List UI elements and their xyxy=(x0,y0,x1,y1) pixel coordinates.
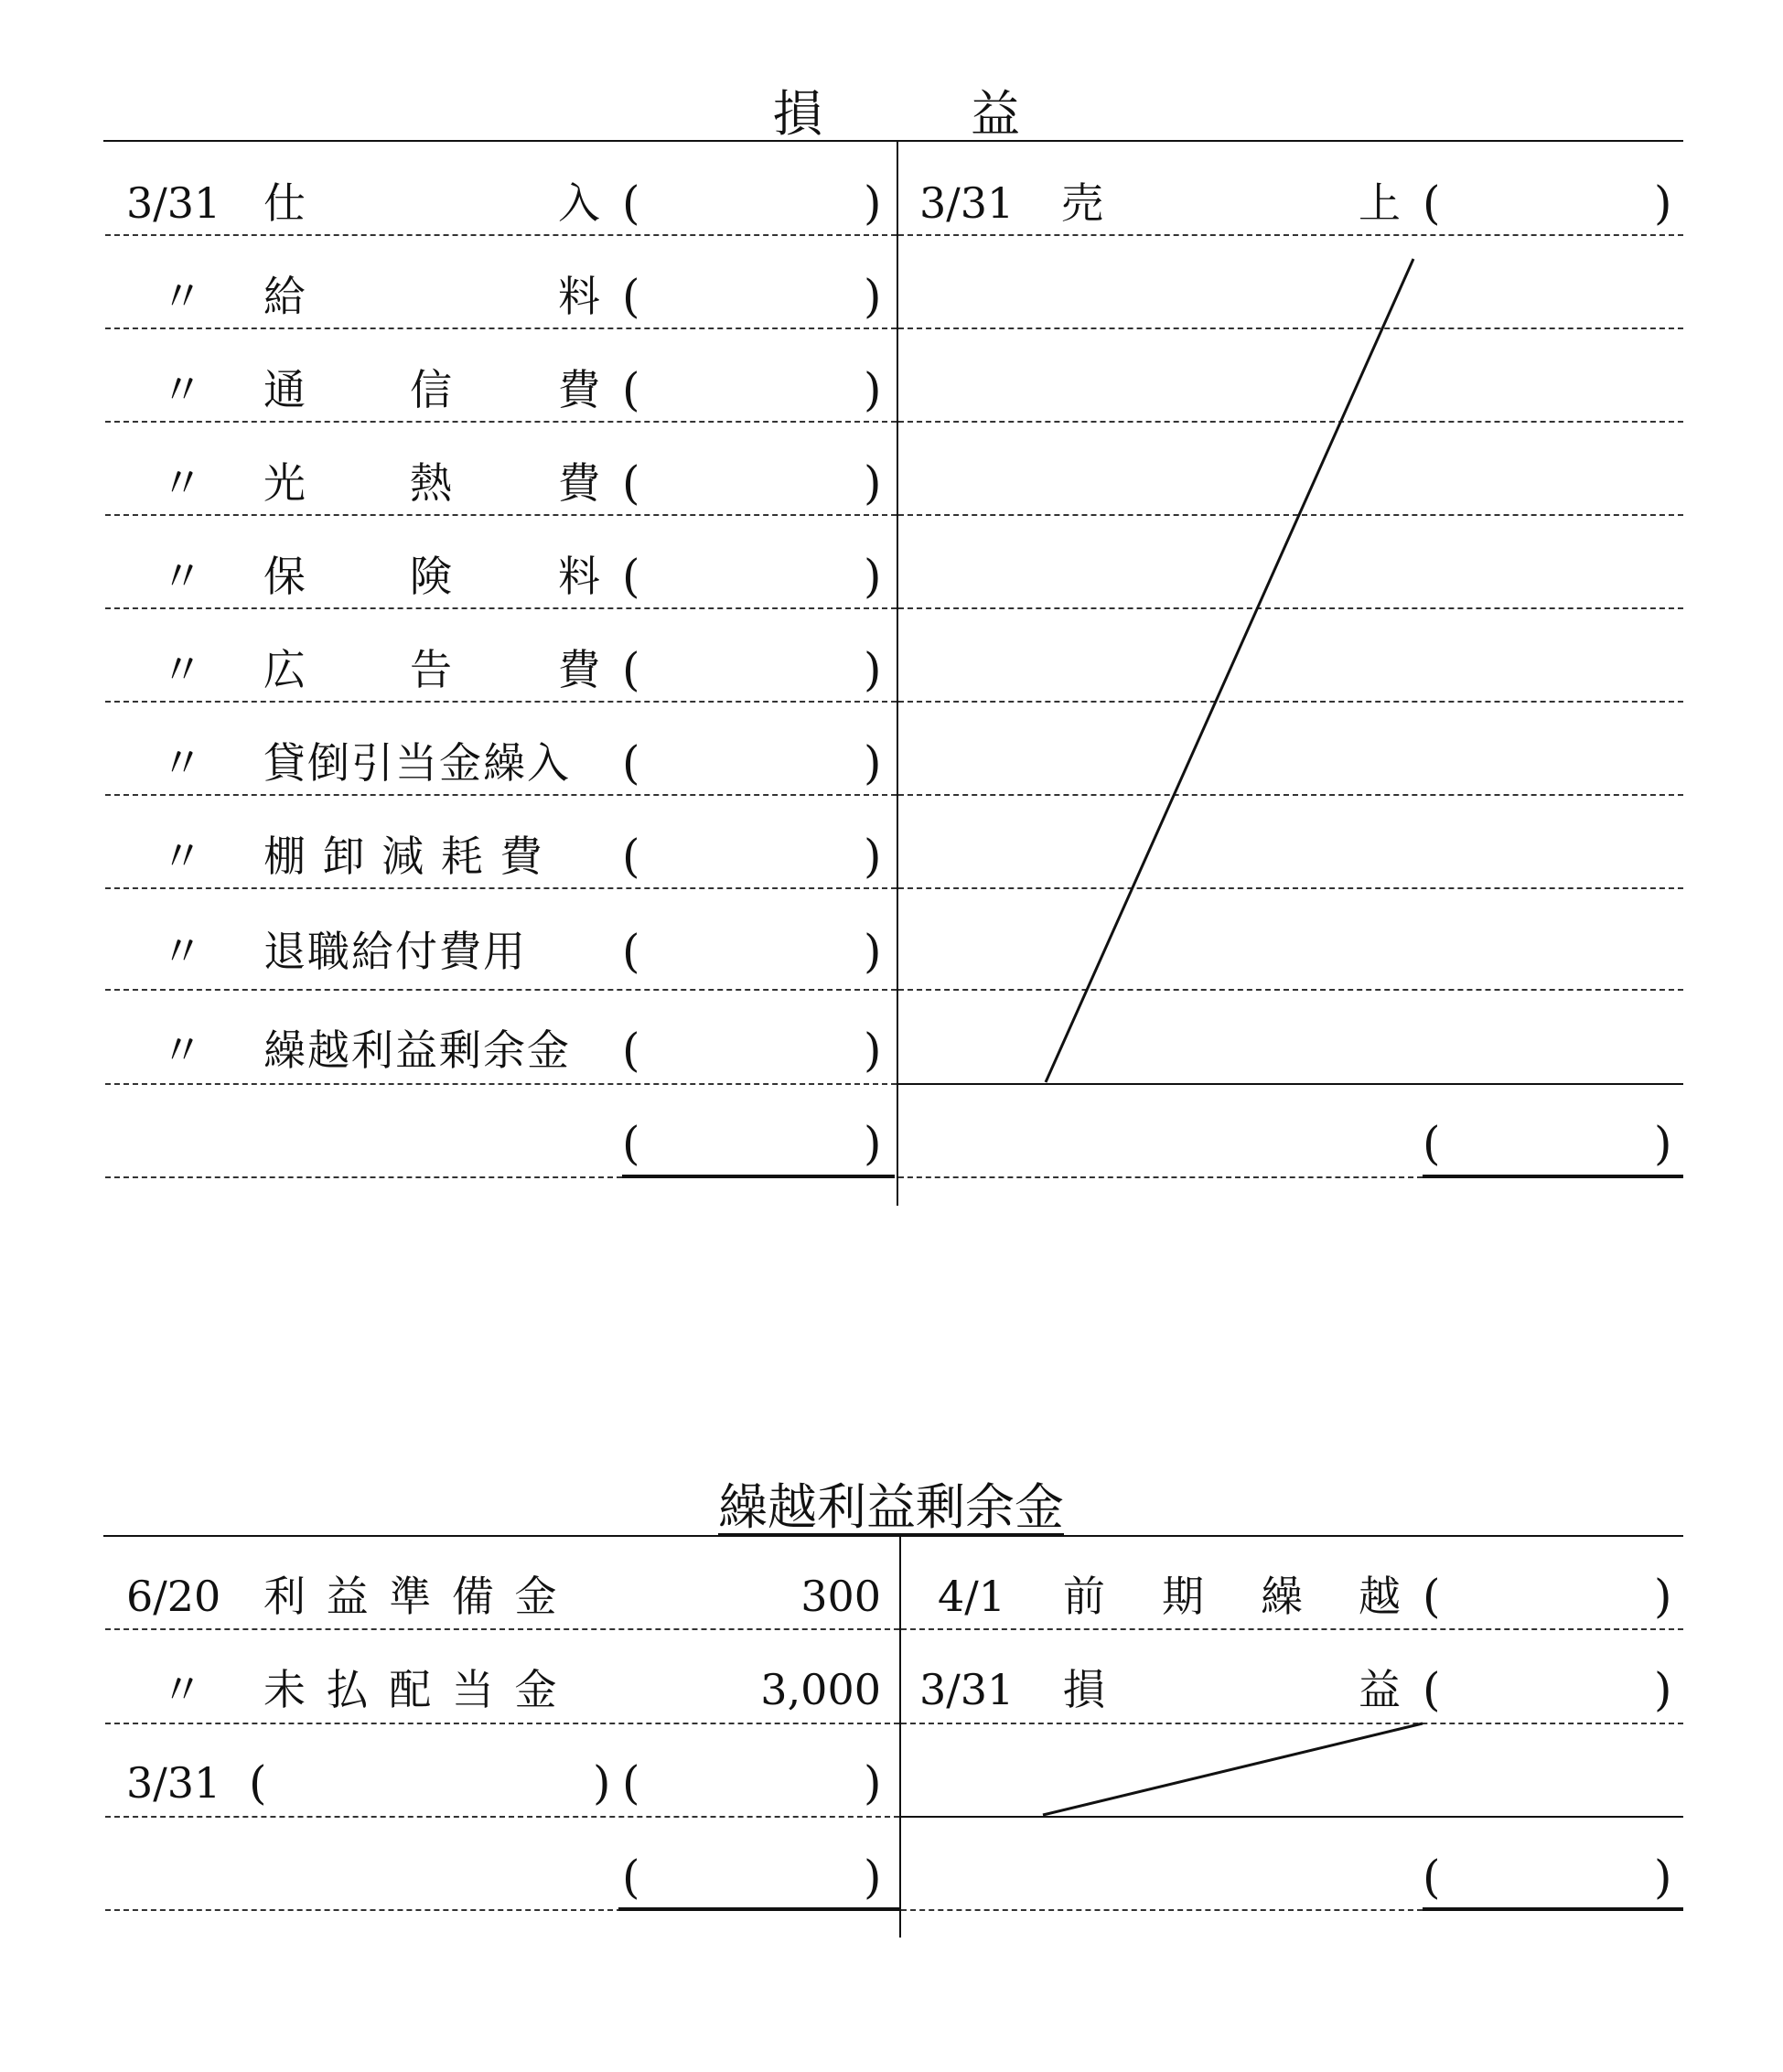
pl-debit-amount-open-paren: ( xyxy=(622,550,640,603)
pl-debit-amount-open-paren: ( xyxy=(622,830,640,883)
pl-credit-item-a: 売 xyxy=(1061,178,1103,228)
pl-debit-item-a: 仕 xyxy=(263,178,306,228)
pl-credit-item-c: 上 xyxy=(1359,178,1401,228)
re-credit-slash-stroke xyxy=(1043,1723,1423,1815)
pl-debit-date: 〃 xyxy=(161,552,203,601)
re-credit-item-c: 益 xyxy=(1359,1665,1401,1714)
pl-debit-amount-open-paren: ( xyxy=(622,177,640,230)
pl-debit-item-c: 費 xyxy=(558,458,600,508)
re-credit-item-d: 越 xyxy=(1359,1572,1401,1621)
pl-credit-amount-open-paren: ( xyxy=(1423,177,1441,230)
pl-debit-amount-close-paren: ) xyxy=(864,1024,882,1077)
pl-debit-item-a: 保 xyxy=(263,552,306,601)
re-debit-amount: 3,000 xyxy=(760,1665,881,1714)
pl-debit-item: 繰越利益剰余金 xyxy=(263,1025,571,1075)
pl-debit-item-a: 広 xyxy=(263,645,306,694)
pl-debit-item-c: 入 xyxy=(558,178,600,228)
pl-debit-date: 〃 xyxy=(161,458,203,508)
pl-debit-item-c: 料 xyxy=(558,552,600,601)
pl-debit-date: 〃 xyxy=(161,1025,203,1075)
pl-debit-item-a: 給 xyxy=(263,272,306,321)
re-debit-account-open-paren: ( xyxy=(249,1756,267,1809)
pl-debit-item-c: 費 xyxy=(558,645,600,694)
re-debit-date: 〃 xyxy=(161,1665,203,1714)
pl-credit-total-close-paren: ) xyxy=(1654,1117,1672,1170)
re-debit-amount-close-paren: ) xyxy=(864,1756,882,1809)
re-debit-item: 利 益 準 備 金 xyxy=(263,1572,561,1621)
re-debit-account-close-paren: ) xyxy=(593,1756,611,1809)
pl-debit-amount-close-paren: ) xyxy=(864,643,882,696)
re-credit-amount-close-paren: ) xyxy=(1654,1663,1672,1716)
pl-debit-item-b: 熱 xyxy=(410,458,452,508)
re-credit-item-c: 繰 xyxy=(1261,1572,1303,1621)
pl-debit-amount-open-paren: ( xyxy=(622,1024,640,1077)
re-debit-amount-open-paren: ( xyxy=(622,1756,640,1809)
pl-debit-amount-close-paren: ) xyxy=(864,177,882,230)
pl-debit-date: 〃 xyxy=(161,832,203,881)
pl-credit-total-open-paren: ( xyxy=(1423,1117,1441,1170)
re-debit-date: 6/20 xyxy=(126,1572,221,1621)
pl-debit-item-b: 信 xyxy=(410,365,452,414)
pl-debit-item-c: 料 xyxy=(558,272,600,321)
pl-debit-amount-close-paren: ) xyxy=(864,830,882,883)
pl-debit-amount-close-paren: ) xyxy=(864,456,882,510)
pl-debit-item: 貸倒引当金繰入 xyxy=(263,738,571,788)
re-debit-amount: 300 xyxy=(800,1572,881,1621)
pl-debit-item-b: 険 xyxy=(410,552,452,601)
pl-debit-item: 退職給付費用 xyxy=(263,927,527,976)
pl-debit-amount-open-paren: ( xyxy=(622,925,640,978)
pl-debit-item-a: 光 xyxy=(263,458,306,508)
re-title: 繰越利益剰余金 xyxy=(718,1478,1064,1536)
pl-debit-amount-close-paren: ) xyxy=(864,363,882,416)
pl-debit-date: 〃 xyxy=(161,738,203,788)
pl-debit-date: 〃 xyxy=(161,272,203,321)
pl-debit-amount-open-paren: ( xyxy=(622,456,640,510)
re-credit-total-close-paren: ) xyxy=(1654,1851,1672,1904)
re-credit-total-open-paren: ( xyxy=(1423,1851,1441,1904)
re-credit-date: 3/31 xyxy=(919,1665,1015,1714)
pl-debit-item: 棚 卸 減 耗 費 xyxy=(263,832,544,881)
re-debit-date: 3/31 xyxy=(126,1758,221,1808)
pl-debit-amount-open-paren: ( xyxy=(622,643,640,696)
re-credit-amount-open-paren: ( xyxy=(1423,1570,1441,1623)
pl-debit-amount-close-paren: ) xyxy=(864,550,882,603)
pl-debit-date: 3/31 xyxy=(126,178,221,228)
re-credit-item-a: 損 xyxy=(1063,1665,1105,1714)
re-debit-item: 未 払 配 当 金 xyxy=(263,1665,561,1714)
pl-debit-amount-close-paren: ) xyxy=(864,736,882,789)
pl-debit-amount-open-paren: ( xyxy=(622,736,640,789)
pl-debit-date: 〃 xyxy=(161,645,203,694)
pl-credit-date: 3/31 xyxy=(919,178,1015,228)
pl-debit-amount-open-paren: ( xyxy=(622,363,640,416)
pl-title: 損 益 xyxy=(773,85,1020,143)
re-credit-item-a: 前 xyxy=(1063,1572,1105,1621)
re-credit-amount-open-paren: ( xyxy=(1423,1663,1441,1716)
pl-debit-amount-close-paren: ) xyxy=(864,925,882,978)
pl-debit-item-c: 費 xyxy=(558,365,600,414)
pl-debit-date: 〃 xyxy=(161,927,203,976)
re-debit-total-close-paren: ) xyxy=(864,1851,882,1904)
re-debit-total-open-paren: ( xyxy=(622,1851,640,1904)
pl-credit-amount-close-paren: ) xyxy=(1654,177,1672,230)
pl-debit-amount-open-paren: ( xyxy=(622,270,640,323)
re-credit-date: 4/1 xyxy=(938,1572,1006,1621)
pl-debit-item-a: 通 xyxy=(263,365,306,414)
pl-debit-date: 〃 xyxy=(161,365,203,414)
pl-debit-total-open-paren: ( xyxy=(622,1117,640,1170)
pl-debit-total-close-paren: ) xyxy=(864,1117,882,1170)
pl-debit-amount-close-paren: ) xyxy=(864,270,882,323)
re-credit-amount-close-paren: ) xyxy=(1654,1570,1672,1623)
re-credit-item-b: 期 xyxy=(1162,1572,1204,1621)
pl-debit-item-b: 告 xyxy=(410,645,452,694)
